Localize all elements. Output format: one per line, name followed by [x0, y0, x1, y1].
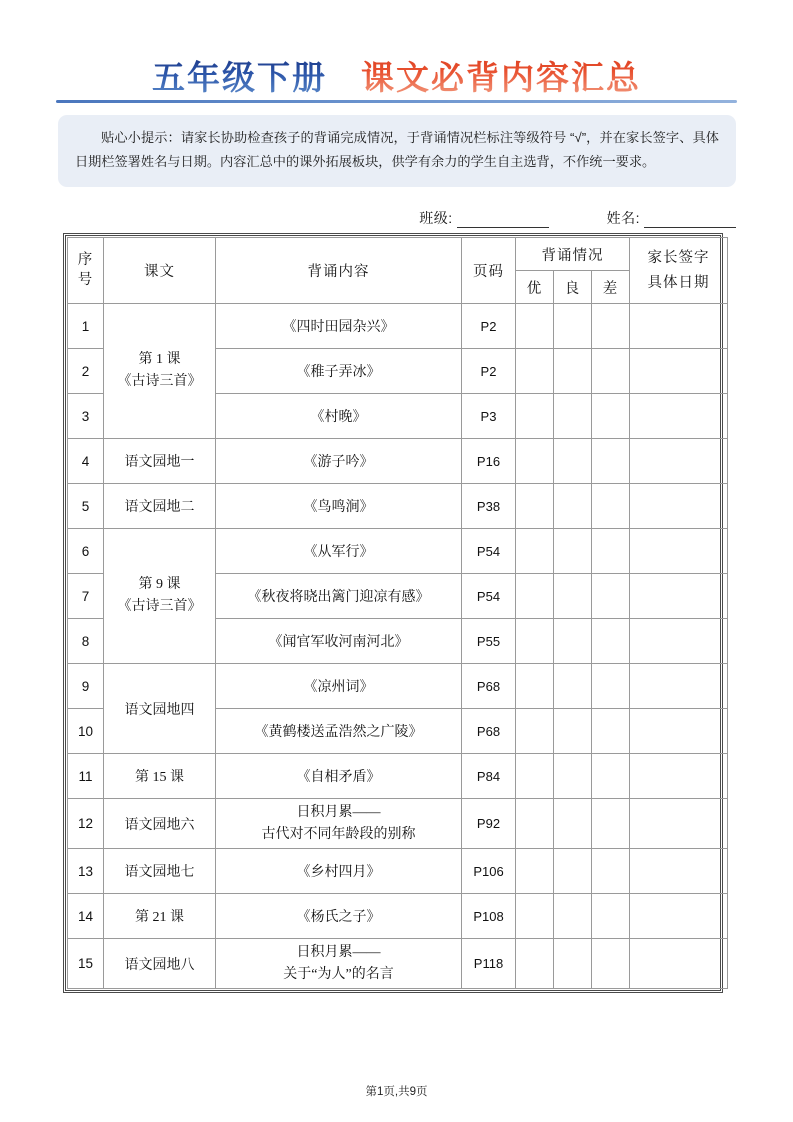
header-signature-line1: 家长签字 — [647, 249, 710, 266]
header-index — [68, 238, 104, 304]
cell-page: P16 — [462, 439, 516, 484]
cell-lesson: 语文园地七 — [104, 849, 216, 894]
cell-lesson-line1: 第 1 课 — [138, 352, 181, 368]
cell-page: P68 — [462, 664, 516, 709]
header-status-group: 背诵情况 — [516, 238, 630, 271]
cell-index: 14 — [68, 894, 104, 939]
cell-grade-good[interactable] — [516, 799, 554, 849]
cell-signature[interactable] — [630, 799, 728, 849]
identity-row — [58, 204, 736, 228]
cell-content: 《乡村四月》 — [216, 849, 462, 894]
table-row — [68, 939, 728, 989]
name-input[interactable] — [644, 213, 736, 228]
cell-grade-good[interactable] — [516, 849, 554, 894]
cell-content: 《闻官军收河南河北》 — [216, 619, 462, 664]
cell-grade-poor[interactable] — [592, 574, 630, 619]
tip-text: 贴心小提示：请家长协助检查孩子的背诵完成情况，于背诵情况栏标注等级符号 “√”，并在家长签字、具体日期栏签署姓名与日期。内容汇总中的课外拓展板块，供学有余力的学生自主选背，不作统一要求。 — [75, 130, 719, 170]
cell-grade-poor[interactable] — [592, 799, 630, 849]
cell-signature[interactable] — [630, 574, 728, 619]
class-label: 班级: — [419, 210, 453, 226]
cell-signature[interactable] — [630, 304, 728, 349]
cell-page: P38 — [462, 484, 516, 529]
header-index-line1: 序 — [77, 251, 94, 268]
class-field — [419, 208, 548, 228]
cell-page: P54 — [462, 529, 516, 574]
cell-lesson: 语文园地八 — [104, 939, 216, 989]
cell-grade-fair[interactable] — [554, 939, 592, 989]
cell-signature[interactable] — [630, 619, 728, 664]
cell-grade-good[interactable] — [516, 304, 554, 349]
cell-grade-good[interactable] — [516, 484, 554, 529]
cell-content: 《游子吟》 — [216, 439, 462, 484]
cell-index: 8 — [68, 619, 104, 664]
cell-signature[interactable] — [630, 439, 728, 484]
cell-grade-poor[interactable] — [592, 709, 630, 754]
table-row — [68, 799, 728, 849]
cell-lesson-line1: 第 9 课 — [138, 577, 181, 593]
recitation-table — [67, 237, 728, 989]
cell-grade-good[interactable] — [516, 754, 554, 799]
cell-grade-poor[interactable] — [592, 529, 630, 574]
cell-index: 11 — [68, 754, 104, 799]
cell-grade-good[interactable] — [516, 664, 554, 709]
header-signature-line2: 具体日期 — [647, 274, 710, 291]
cell-lesson: 语文园地六 — [104, 799, 216, 849]
cell-grade-poor[interactable] — [592, 484, 630, 529]
cell-content: 《杨氏之子》 — [216, 894, 462, 939]
cell-page: P2 — [462, 349, 516, 394]
cell-signature[interactable] — [630, 709, 728, 754]
cell-content: 《从军行》 — [216, 529, 462, 574]
cell-page: P2 — [462, 304, 516, 349]
cell-grade-poor[interactable] — [592, 754, 630, 799]
title-underline-rule — [56, 100, 737, 103]
table-row — [68, 304, 728, 349]
cell-index: 1 — [68, 304, 104, 349]
cell-grade-fair[interactable] — [554, 894, 592, 939]
cell-grade-good[interactable] — [516, 349, 554, 394]
title-grade-term: 五年级下册 — [152, 52, 327, 99]
cell-content: 《鸟鸣涧》 — [216, 484, 462, 529]
cell-lesson: 语文园地二 — [104, 484, 216, 529]
cell-content-line2: 古代对不同年龄段的别称 — [261, 826, 416, 842]
cell-signature[interactable] — [630, 894, 728, 939]
page-footer: 第1页,共9页 — [365, 1086, 428, 1098]
table-row — [68, 849, 728, 894]
cell-grade-fair[interactable] — [554, 349, 592, 394]
cell-grade-good[interactable] — [516, 619, 554, 664]
cell-grade-poor[interactable] — [592, 394, 630, 439]
cell-index: 2 — [68, 349, 104, 394]
cell-content-line1: 日积月累—— — [296, 804, 381, 820]
cell-grade-poor[interactable] — [592, 619, 630, 664]
cell-lesson: 第 21 课 — [104, 894, 216, 939]
cell-signature[interactable] — [630, 939, 728, 989]
table-row — [68, 484, 728, 529]
header-grade-fair: 良 — [554, 271, 592, 304]
cell-grade-fair[interactable] — [554, 394, 592, 439]
cell-grade-poor[interactable] — [592, 894, 630, 939]
table-row — [68, 529, 728, 574]
cell-grade-poor[interactable] — [592, 304, 630, 349]
class-input[interactable] — [457, 213, 549, 228]
cell-grade-fair[interactable] — [554, 754, 592, 799]
cell-signature[interactable] — [630, 349, 728, 394]
cell-page: P54 — [462, 574, 516, 619]
cell-lesson-line2: 《古诗三首》 — [117, 599, 202, 614]
cell-index: 3 — [68, 394, 104, 439]
table-row — [68, 894, 728, 939]
cell-lesson — [104, 529, 216, 664]
cell-lesson-line2: 《古诗三首》 — [117, 374, 202, 389]
cell-signature[interactable] — [630, 754, 728, 799]
cell-signature[interactable] — [630, 849, 728, 894]
cell-grade-fair[interactable] — [554, 664, 592, 709]
table-row — [68, 664, 728, 709]
cell-grade-fair[interactable] — [554, 709, 592, 754]
cell-index: 7 — [68, 574, 104, 619]
cell-index: 5 — [68, 484, 104, 529]
cell-index: 15 — [68, 939, 104, 989]
cell-page: P68 — [462, 709, 516, 754]
recitation-table-frame — [63, 233, 723, 993]
cell-content: 《凉州词》 — [216, 664, 462, 709]
cell-grade-fair[interactable] — [554, 304, 592, 349]
cell-page: P3 — [462, 394, 516, 439]
cell-lesson: 语文园地一 — [104, 439, 216, 484]
cell-grade-fair[interactable] — [554, 574, 592, 619]
name-label: 姓名: — [606, 210, 640, 226]
cell-index: 6 — [68, 529, 104, 574]
cell-lesson: 语文园地四 — [104, 664, 216, 754]
cell-grade-good[interactable] — [516, 939, 554, 989]
header-signature — [630, 238, 728, 304]
cell-index: 4 — [68, 439, 104, 484]
cell-content: 《村晚》 — [216, 394, 462, 439]
cell-content: 《黄鹤楼送孟浩然之广陵》 — [216, 709, 462, 754]
header-lesson: 课文 — [104, 238, 216, 304]
cell-page: P92 — [462, 799, 516, 849]
tip-box — [58, 115, 736, 187]
cell-grade-poor[interactable] — [592, 849, 630, 894]
cell-grade-good[interactable] — [516, 529, 554, 574]
cell-page: P106 — [462, 849, 516, 894]
cell-grade-good[interactable] — [516, 709, 554, 754]
cell-page: P55 — [462, 619, 516, 664]
cell-content: 《自相矛盾》 — [216, 754, 462, 799]
cell-grade-fair[interactable] — [554, 529, 592, 574]
cell-page: P118 — [462, 939, 516, 989]
title-subject: 课文必背内容汇总 — [361, 52, 641, 99]
cell-grade-fair[interactable] — [554, 439, 592, 484]
cell-grade-fair[interactable] — [554, 484, 592, 529]
header-page: 页码 — [462, 238, 516, 304]
cell-grade-poor[interactable] — [592, 939, 630, 989]
table-head — [68, 238, 728, 304]
cell-index: 12 — [68, 799, 104, 849]
cell-grade-fair[interactable] — [554, 799, 592, 849]
cell-index: 13 — [68, 849, 104, 894]
cell-grade-good[interactable] — [516, 574, 554, 619]
cell-lesson — [104, 304, 216, 439]
cell-signature[interactable] — [630, 529, 728, 574]
cell-grade-fair[interactable] — [554, 849, 592, 894]
cell-content-line1: 日积月累—— — [296, 944, 381, 960]
header-row-top — [68, 238, 728, 271]
cell-content: 《秋夜将晓出篱门迎凉有感》 — [216, 574, 462, 619]
cell-content-line2: 关于“为人”的名言 — [283, 966, 394, 982]
cell-index: 9 — [68, 664, 104, 709]
cell-index: 10 — [68, 709, 104, 754]
header-grade-poor: 差 — [592, 271, 630, 304]
cell-signature[interactable] — [630, 664, 728, 709]
cell-lesson: 第 15 课 — [104, 754, 216, 799]
cell-content — [216, 799, 462, 849]
cell-content — [216, 939, 462, 989]
cell-grade-poor[interactable] — [592, 664, 630, 709]
cell-grade-good[interactable] — [516, 439, 554, 484]
cell-content: 《稚子弄冰》 — [216, 349, 462, 394]
header-content: 背诵内容 — [216, 238, 462, 304]
cell-signature[interactable] — [630, 484, 728, 529]
cell-grade-poor[interactable] — [592, 439, 630, 484]
header-index-line2: 号 — [77, 271, 94, 288]
cell-page: P108 — [462, 894, 516, 939]
cell-grade-fair[interactable] — [554, 619, 592, 664]
cell-content: 《四时田园杂兴》 — [216, 304, 462, 349]
cell-signature[interactable] — [630, 394, 728, 439]
table-row — [68, 754, 728, 799]
cell-grade-good[interactable] — [516, 394, 554, 439]
page-title — [0, 52, 793, 99]
table-row — [68, 439, 728, 484]
cell-page: P84 — [462, 754, 516, 799]
cell-grade-good[interactable] — [516, 894, 554, 939]
cell-grade-poor[interactable] — [592, 349, 630, 394]
header-grade-good: 优 — [516, 271, 554, 304]
table-body — [68, 304, 728, 989]
name-field — [607, 208, 736, 228]
